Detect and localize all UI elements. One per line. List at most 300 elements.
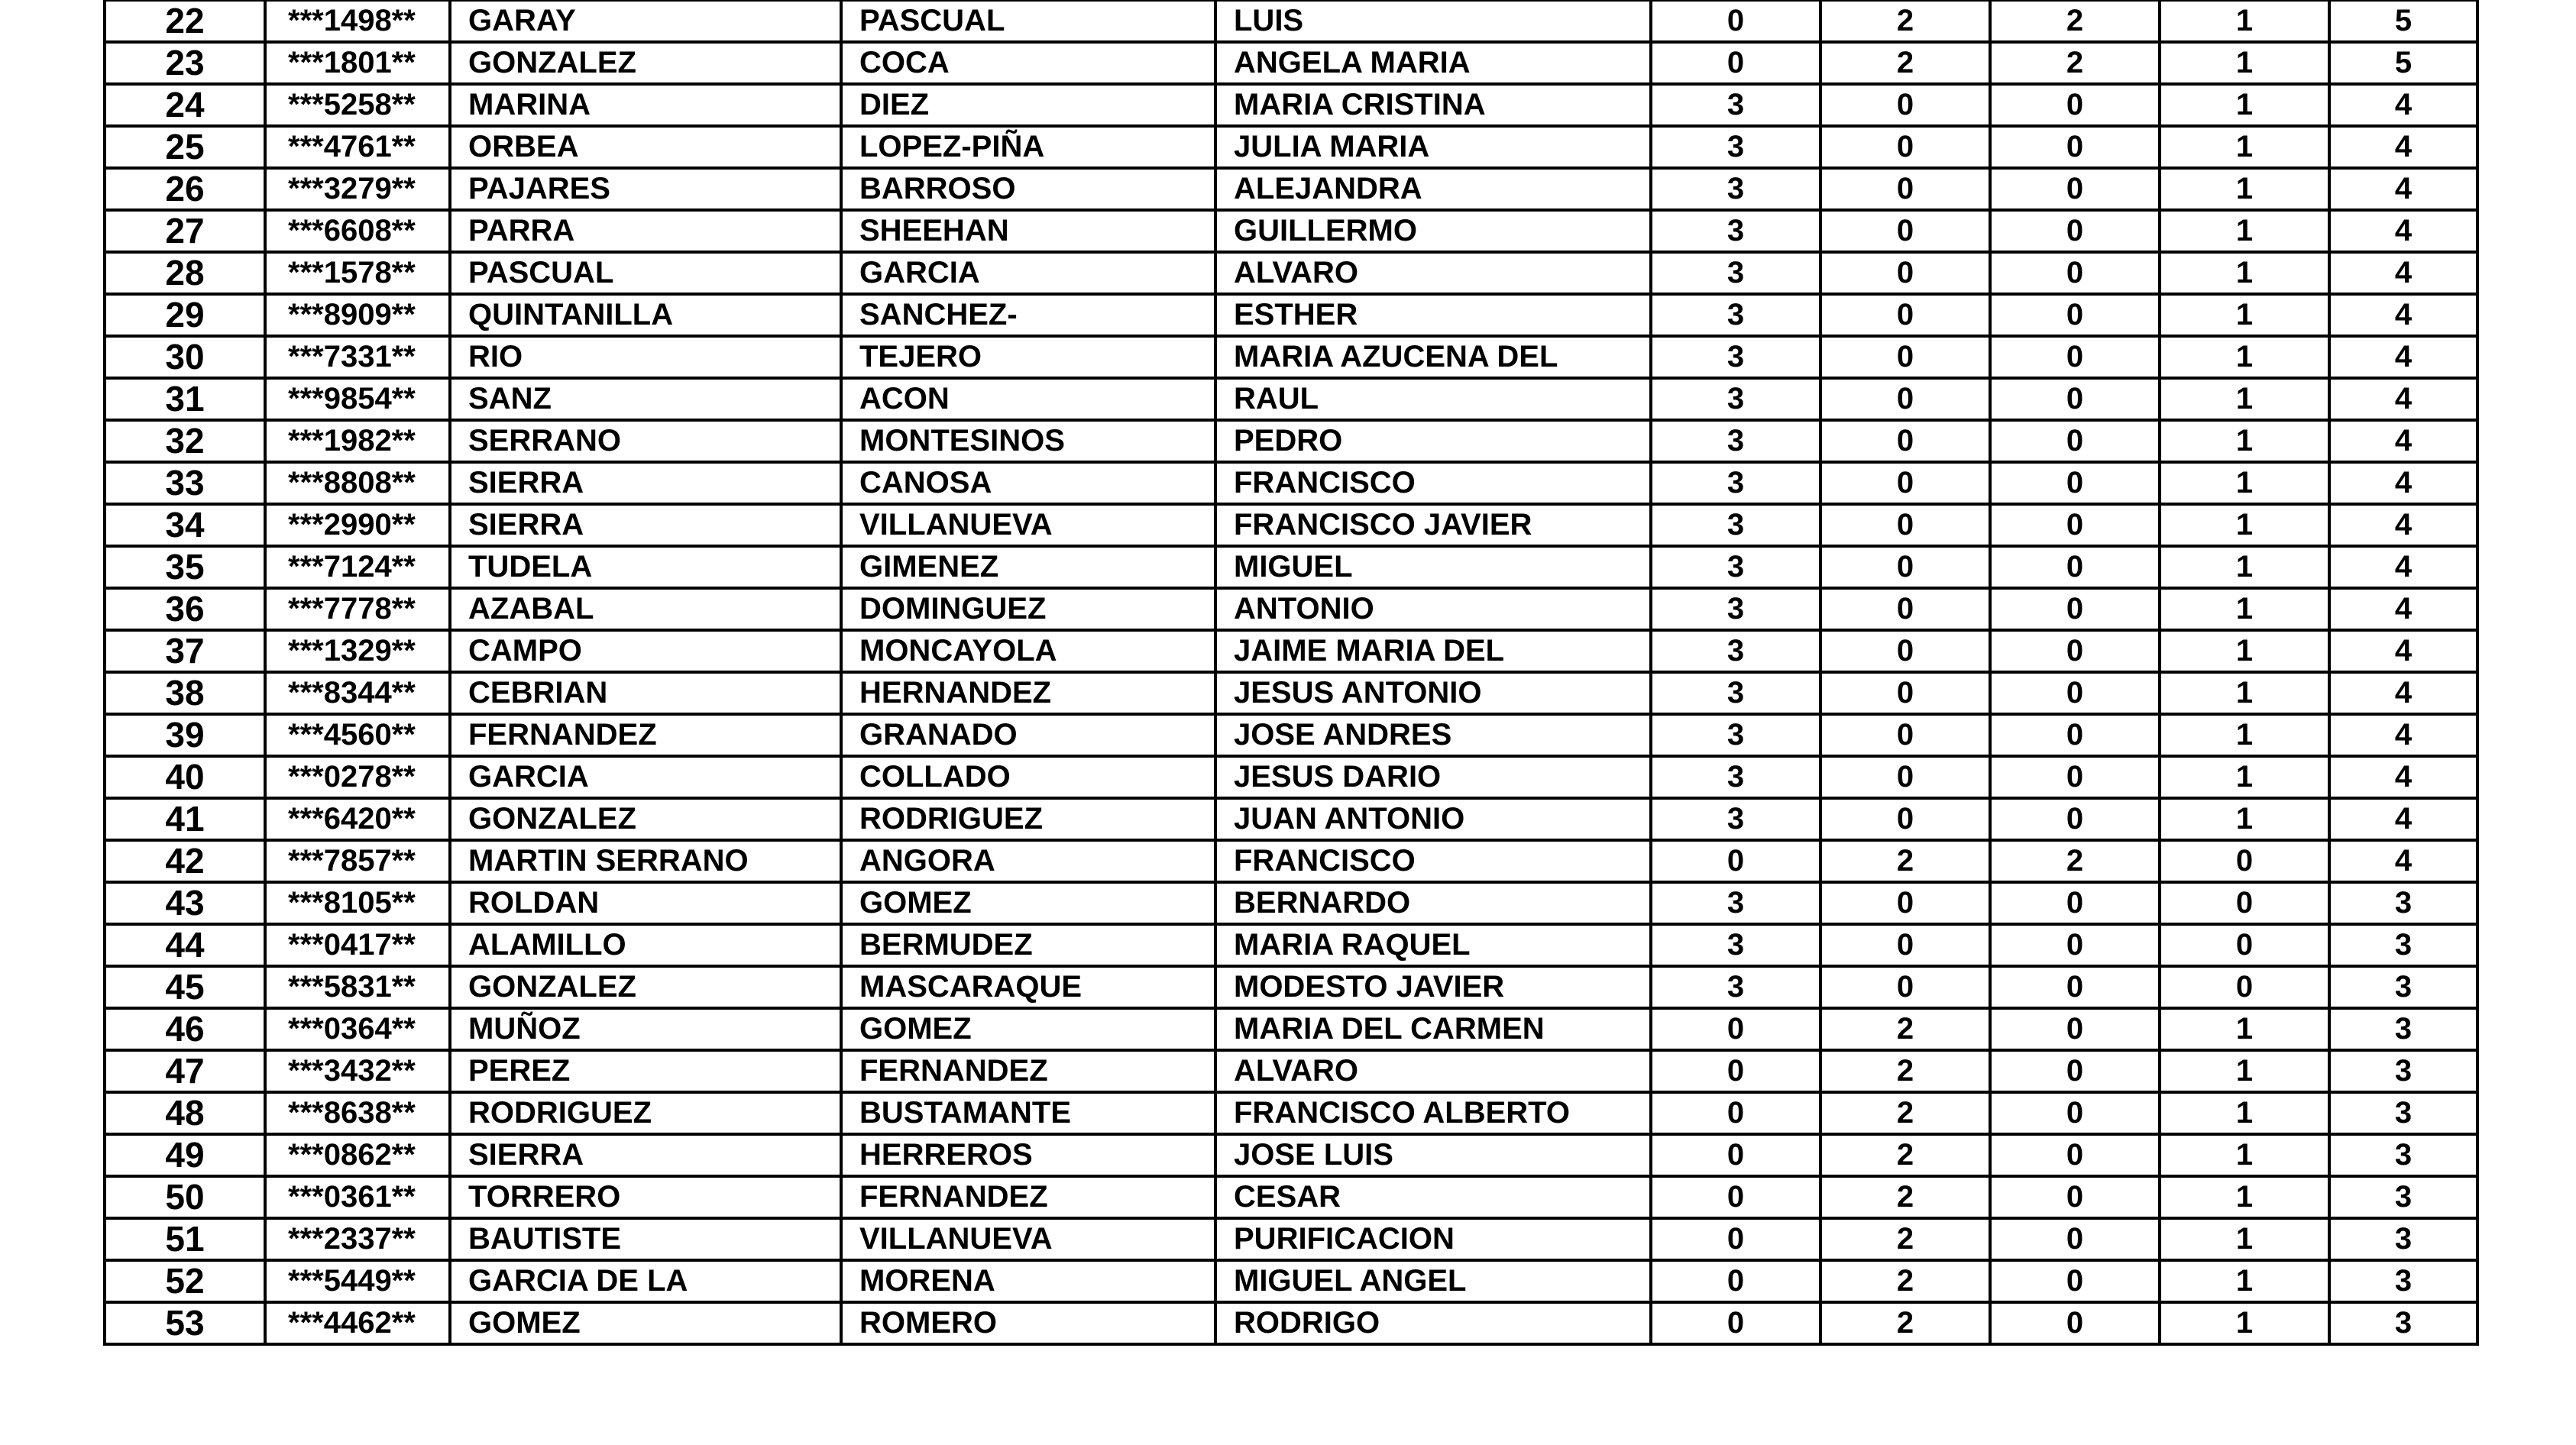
score-4-cell: 1 (2160, 798, 2329, 840)
row-number-cell: 25 (105, 126, 265, 168)
given-name-cell: MARIA AZUCENA DEL (1215, 336, 1651, 378)
table-row (105, 588, 2477, 630)
second-surname-cell: VILLANUEVA (841, 504, 1215, 546)
given-name-cell: JAIME MARIA DEL (1215, 630, 1651, 672)
given-name-cell: RODRIGO (1215, 1302, 1651, 1344)
first-surname-cell: GOMEZ (450, 1302, 841, 1344)
score-4-cell: 1 (2160, 126, 2329, 168)
table-row (105, 546, 2477, 588)
score-2-cell: 0 (1820, 252, 1990, 294)
score-3-cell: 0 (1990, 1218, 2160, 1260)
score-1-cell: 0 (1651, 1092, 1820, 1134)
row-number-cell: 45 (105, 966, 265, 1008)
table-row (105, 504, 2477, 546)
row-number-cell: 35 (105, 546, 265, 588)
given-name-cell: JOSE LUIS (1215, 1134, 1651, 1176)
score-1-cell: 3 (1651, 504, 1820, 546)
total-score-cell: 4 (2329, 210, 2477, 252)
score-2-cell: 2 (1820, 1302, 1990, 1344)
score-3-cell: 0 (1990, 1008, 2160, 1050)
masked-id-cell: ***5831** (265, 966, 450, 1008)
score-1-cell: 3 (1651, 966, 1820, 1008)
score-1-cell: 0 (1651, 1050, 1820, 1092)
score-4-cell: 0 (2160, 840, 2329, 882)
score-3-cell: 0 (1990, 1134, 2160, 1176)
table-row (105, 1302, 2477, 1344)
score-3-cell: 0 (1990, 1260, 2160, 1302)
total-score-cell: 5 (2329, 0, 2477, 42)
table-row (105, 714, 2477, 756)
first-surname-cell: TORRERO (450, 1176, 841, 1218)
second-surname-cell: COLLADO (841, 756, 1215, 798)
score-2-cell: 2 (1820, 1176, 1990, 1218)
total-score-cell: 3 (2329, 1176, 2477, 1218)
total-score-cell: 3 (2329, 882, 2477, 924)
given-name-cell: ANGELA MARIA (1215, 42, 1651, 84)
given-name-cell: JULIA MARIA (1215, 126, 1651, 168)
row-number-cell: 37 (105, 630, 265, 672)
total-score-cell: 4 (2329, 168, 2477, 210)
given-name-cell: ALVARO (1215, 252, 1651, 294)
table-row (105, 42, 2477, 84)
score-1-cell: 3 (1651, 882, 1820, 924)
total-score-cell: 3 (2329, 1260, 2477, 1302)
first-surname-cell: SANZ (450, 378, 841, 420)
total-score-cell: 3 (2329, 924, 2477, 966)
score-1-cell: 3 (1651, 798, 1820, 840)
first-surname-cell: RODRIGUEZ (450, 1092, 841, 1134)
score-4-cell: 1 (2160, 504, 2329, 546)
first-surname-cell: FERNANDEZ (450, 714, 841, 756)
first-surname-cell: MARINA (450, 84, 841, 126)
row-number-cell: 22 (105, 0, 265, 42)
score-2-cell: 0 (1820, 294, 1990, 336)
score-4-cell: 1 (2160, 210, 2329, 252)
row-number-cell: 51 (105, 1218, 265, 1260)
first-surname-cell: AZABAL (450, 588, 841, 630)
masked-id-cell: ***5258** (265, 84, 450, 126)
score-4-cell: 1 (2160, 84, 2329, 126)
score-3-cell: 0 (1990, 714, 2160, 756)
score-4-cell: 1 (2160, 42, 2329, 84)
score-4-cell: 1 (2160, 588, 2329, 630)
masked-id-cell: ***4761** (265, 126, 450, 168)
score-4-cell: 0 (2160, 924, 2329, 966)
second-surname-cell: ROMERO (841, 1302, 1215, 1344)
total-score-cell: 3 (2329, 1092, 2477, 1134)
score-4-cell: 1 (2160, 630, 2329, 672)
table-row (105, 924, 2477, 966)
total-score-cell: 3 (2329, 1008, 2477, 1050)
score-4-cell: 0 (2160, 882, 2329, 924)
score-4-cell: 1 (2160, 168, 2329, 210)
score-3-cell: 0 (1990, 630, 2160, 672)
row-number-cell: 33 (105, 462, 265, 504)
masked-id-cell: ***2990** (265, 504, 450, 546)
total-score-cell: 4 (2329, 840, 2477, 882)
masked-id-cell: ***1329** (265, 630, 450, 672)
score-4-cell: 1 (2160, 1134, 2329, 1176)
score-3-cell: 0 (1990, 210, 2160, 252)
masked-id-cell: ***7857** (265, 840, 450, 882)
table-body (105, 0, 2477, 1344)
score-2-cell: 0 (1820, 168, 1990, 210)
given-name-cell: FRANCISCO (1215, 462, 1651, 504)
score-4-cell: 1 (2160, 1008, 2329, 1050)
second-surname-cell: DIEZ (841, 84, 1215, 126)
second-surname-cell: GRANADO (841, 714, 1215, 756)
second-surname-cell: GOMEZ (841, 1008, 1215, 1050)
score-2-cell: 2 (1820, 1218, 1990, 1260)
first-surname-cell: MUÑOZ (450, 1008, 841, 1050)
score-3-cell: 0 (1990, 126, 2160, 168)
score-3-cell: 0 (1990, 336, 2160, 378)
given-name-cell: FRANCISCO JAVIER (1215, 504, 1651, 546)
score-4-cell: 1 (2160, 546, 2329, 588)
table-row (105, 210, 2477, 252)
score-2-cell: 0 (1820, 546, 1990, 588)
second-surname-cell: BERMUDEZ (841, 924, 1215, 966)
score-1-cell: 0 (1651, 1218, 1820, 1260)
total-score-cell: 3 (2329, 1218, 2477, 1260)
table-row (105, 840, 2477, 882)
row-number-cell: 24 (105, 84, 265, 126)
row-number-cell: 34 (105, 504, 265, 546)
row-number-cell: 32 (105, 420, 265, 462)
first-surname-cell: SIERRA (450, 1134, 841, 1176)
score-1-cell: 3 (1651, 126, 1820, 168)
total-score-cell: 4 (2329, 84, 2477, 126)
score-2-cell: 2 (1820, 1092, 1990, 1134)
score-1-cell: 3 (1651, 672, 1820, 714)
score-4-cell: 1 (2160, 1092, 2329, 1134)
total-score-cell: 5 (2329, 42, 2477, 84)
score-3-cell: 0 (1990, 84, 2160, 126)
second-surname-cell: MASCARAQUE (841, 966, 1215, 1008)
score-2-cell: 0 (1820, 462, 1990, 504)
score-1-cell: 0 (1651, 0, 1820, 42)
second-surname-cell: GIMENEZ (841, 546, 1215, 588)
total-score-cell: 4 (2329, 126, 2477, 168)
row-number-cell: 23 (105, 42, 265, 84)
second-surname-cell: HERNANDEZ (841, 672, 1215, 714)
score-1-cell: 3 (1651, 210, 1820, 252)
table-row (105, 1050, 2477, 1092)
first-surname-cell: GARAY (450, 0, 841, 42)
total-score-cell: 3 (2329, 1134, 2477, 1176)
score-4-cell: 1 (2160, 1176, 2329, 1218)
given-name-cell: LUIS (1215, 0, 1651, 42)
first-surname-cell: GARCIA (450, 756, 841, 798)
score-2-cell: 2 (1820, 1134, 1990, 1176)
given-name-cell: JUAN ANTONIO (1215, 798, 1651, 840)
table-row (105, 1008, 2477, 1050)
row-number-cell: 42 (105, 840, 265, 882)
second-surname-cell: FERNANDEZ (841, 1176, 1215, 1218)
row-number-cell: 53 (105, 1302, 265, 1344)
masked-id-cell: ***7124** (265, 546, 450, 588)
given-name-cell: MARIA CRISTINA (1215, 84, 1651, 126)
masked-id-cell: ***1801** (265, 42, 450, 84)
table-row (105, 1260, 2477, 1302)
score-4-cell: 1 (2160, 1218, 2329, 1260)
first-surname-cell: GONZALEZ (450, 798, 841, 840)
first-surname-cell: MARTIN SERRANO (450, 840, 841, 882)
given-name-cell: MARIA RAQUEL (1215, 924, 1651, 966)
masked-id-cell: ***8808** (265, 462, 450, 504)
first-surname-cell: PARRA (450, 210, 841, 252)
given-name-cell: ALVARO (1215, 1050, 1651, 1092)
masked-id-cell: ***0364** (265, 1008, 450, 1050)
masked-id-cell: ***6420** (265, 798, 450, 840)
first-surname-cell: PASCUAL (450, 252, 841, 294)
masked-id-cell: ***0278** (265, 756, 450, 798)
table-row (105, 1176, 2477, 1218)
masked-id-cell: ***9854** (265, 378, 450, 420)
second-surname-cell: DOMINGUEZ (841, 588, 1215, 630)
score-1-cell: 3 (1651, 420, 1820, 462)
score-1-cell: 3 (1651, 588, 1820, 630)
second-surname-cell: SHEEHAN (841, 210, 1215, 252)
total-score-cell: 4 (2329, 672, 2477, 714)
score-3-cell: 0 (1990, 504, 2160, 546)
given-name-cell: FRANCISCO ALBERTO (1215, 1092, 1651, 1134)
score-4-cell: 1 (2160, 378, 2329, 420)
first-surname-cell: GONZALEZ (450, 966, 841, 1008)
score-2-cell: 0 (1820, 420, 1990, 462)
score-3-cell: 0 (1990, 756, 2160, 798)
score-1-cell: 3 (1651, 294, 1820, 336)
first-surname-cell: GARCIA DE LA (450, 1260, 841, 1302)
second-surname-cell: MONTESINOS (841, 420, 1215, 462)
row-number-cell: 38 (105, 672, 265, 714)
second-surname-cell: CANOSA (841, 462, 1215, 504)
score-4-cell: 1 (2160, 714, 2329, 756)
row-number-cell: 29 (105, 294, 265, 336)
second-surname-cell: BUSTAMANTE (841, 1092, 1215, 1134)
total-score-cell: 4 (2329, 294, 2477, 336)
second-surname-cell: RODRIGUEZ (841, 798, 1215, 840)
table-row (105, 1218, 2477, 1260)
score-1-cell: 3 (1651, 84, 1820, 126)
score-1-cell: 0 (1651, 1260, 1820, 1302)
given-name-cell: MARIA DEL CARMEN (1215, 1008, 1651, 1050)
score-3-cell: 0 (1990, 462, 2160, 504)
table-row (105, 126, 2477, 168)
given-name-cell: FRANCISCO (1215, 840, 1651, 882)
masked-id-cell: ***8638** (265, 1092, 450, 1134)
second-surname-cell: VILLANUEVA (841, 1218, 1215, 1260)
score-2-cell: 2 (1820, 42, 1990, 84)
table-row (105, 336, 2477, 378)
given-name-cell: ALEJANDRA (1215, 168, 1651, 210)
row-number-cell: 27 (105, 210, 265, 252)
given-name-cell: PEDRO (1215, 420, 1651, 462)
score-2-cell: 0 (1820, 756, 1990, 798)
score-2-cell: 0 (1820, 924, 1990, 966)
table-row (105, 252, 2477, 294)
score-2-cell: 0 (1820, 630, 1990, 672)
masked-id-cell: ***0862** (265, 1134, 450, 1176)
second-surname-cell: ACON (841, 378, 1215, 420)
first-surname-cell: ALAMILLO (450, 924, 841, 966)
masked-id-cell: ***5449** (265, 1260, 450, 1302)
given-name-cell: JESUS DARIO (1215, 756, 1651, 798)
first-surname-cell: CEBRIAN (450, 672, 841, 714)
row-number-cell: 31 (105, 378, 265, 420)
first-surname-cell: GONZALEZ (450, 42, 841, 84)
given-name-cell: ESTHER (1215, 294, 1651, 336)
score-2-cell: 2 (1820, 840, 1990, 882)
masked-id-cell: ***3432** (265, 1050, 450, 1092)
total-score-cell: 4 (2329, 336, 2477, 378)
first-surname-cell: RIO (450, 336, 841, 378)
second-surname-cell: TEJERO (841, 336, 1215, 378)
total-score-cell: 3 (2329, 1050, 2477, 1092)
score-1-cell: 3 (1651, 252, 1820, 294)
score-3-cell: 0 (1990, 1176, 2160, 1218)
total-score-cell: 4 (2329, 714, 2477, 756)
table-row (105, 1134, 2477, 1176)
table-row (105, 966, 2477, 1008)
score-4-cell: 1 (2160, 1302, 2329, 1344)
given-name-cell: CESAR (1215, 1176, 1651, 1218)
row-number-cell: 36 (105, 588, 265, 630)
second-surname-cell: ANGORA (841, 840, 1215, 882)
second-surname-cell: LOPEZ-PIÑA (841, 126, 1215, 168)
table-row (105, 630, 2477, 672)
score-2-cell: 0 (1820, 588, 1990, 630)
score-4-cell: 1 (2160, 462, 2329, 504)
masked-id-cell: ***6608** (265, 210, 450, 252)
score-4-cell: 1 (2160, 672, 2329, 714)
row-number-cell: 28 (105, 252, 265, 294)
total-score-cell: 4 (2329, 588, 2477, 630)
table-row (105, 0, 2477, 42)
row-number-cell: 39 (105, 714, 265, 756)
score-3-cell: 0 (1990, 294, 2160, 336)
table-row (105, 84, 2477, 126)
total-score-cell: 4 (2329, 378, 2477, 420)
given-name-cell: ANTONIO (1215, 588, 1651, 630)
score-3-cell: 0 (1990, 588, 2160, 630)
score-3-cell: 2 (1990, 42, 2160, 84)
table-row (105, 1092, 2477, 1134)
second-surname-cell: MONCAYOLA (841, 630, 1215, 672)
table-row (105, 798, 2477, 840)
score-1-cell: 0 (1651, 42, 1820, 84)
second-surname-cell: MORENA (841, 1260, 1215, 1302)
given-name-cell: RAUL (1215, 378, 1651, 420)
row-number-cell: 47 (105, 1050, 265, 1092)
second-surname-cell: HERREROS (841, 1134, 1215, 1176)
score-1-cell: 3 (1651, 462, 1820, 504)
score-3-cell: 0 (1990, 798, 2160, 840)
score-4-cell: 1 (2160, 294, 2329, 336)
score-1-cell: 3 (1651, 378, 1820, 420)
first-surname-cell: SERRANO (450, 420, 841, 462)
score-1-cell: 3 (1651, 546, 1820, 588)
given-name-cell: JESUS ANTONIO (1215, 672, 1651, 714)
masked-id-cell: ***1578** (265, 252, 450, 294)
row-number-cell: 44 (105, 924, 265, 966)
score-2-cell: 0 (1820, 714, 1990, 756)
score-2-cell: 0 (1820, 84, 1990, 126)
given-name-cell: MIGUEL ANGEL (1215, 1260, 1651, 1302)
score-1-cell: 0 (1651, 840, 1820, 882)
results-table (103, 0, 2479, 1346)
first-surname-cell: BAUTISTE (450, 1218, 841, 1260)
row-number-cell: 30 (105, 336, 265, 378)
total-score-cell: 4 (2329, 756, 2477, 798)
masked-id-cell: ***3279** (265, 168, 450, 210)
first-surname-cell: TUDELA (450, 546, 841, 588)
score-2-cell: 0 (1820, 210, 1990, 252)
score-2-cell: 2 (1820, 1260, 1990, 1302)
table-row (105, 672, 2477, 714)
score-1-cell: 3 (1651, 336, 1820, 378)
score-1-cell: 0 (1651, 1176, 1820, 1218)
row-number-cell: 40 (105, 756, 265, 798)
table-row (105, 462, 2477, 504)
first-surname-cell: PAJARES (450, 168, 841, 210)
score-4-cell: 1 (2160, 756, 2329, 798)
table-row (105, 882, 2477, 924)
row-number-cell: 26 (105, 168, 265, 210)
first-surname-cell: SIERRA (450, 462, 841, 504)
given-name-cell: JOSE ANDRES (1215, 714, 1651, 756)
score-3-cell: 0 (1990, 1302, 2160, 1344)
given-name-cell: BERNARDO (1215, 882, 1651, 924)
first-surname-cell: PEREZ (450, 1050, 841, 1092)
score-3-cell: 0 (1990, 672, 2160, 714)
score-4-cell: 1 (2160, 420, 2329, 462)
masked-id-cell: ***1982** (265, 420, 450, 462)
score-4-cell: 1 (2160, 1050, 2329, 1092)
score-4-cell: 1 (2160, 0, 2329, 42)
score-3-cell: 0 (1990, 420, 2160, 462)
score-2-cell: 0 (1820, 126, 1990, 168)
score-2-cell: 2 (1820, 1008, 1990, 1050)
second-surname-cell: FERNANDEZ (841, 1050, 1215, 1092)
masked-id-cell: ***4462** (265, 1302, 450, 1344)
row-number-cell: 46 (105, 1008, 265, 1050)
second-surname-cell: GARCIA (841, 252, 1215, 294)
masked-id-cell: ***0361** (265, 1176, 450, 1218)
score-1-cell: 3 (1651, 630, 1820, 672)
score-3-cell: 0 (1990, 546, 2160, 588)
given-name-cell: PURIFICACION (1215, 1218, 1651, 1260)
first-surname-cell: SIERRA (450, 504, 841, 546)
total-score-cell: 4 (2329, 504, 2477, 546)
masked-id-cell: ***7331** (265, 336, 450, 378)
total-score-cell: 3 (2329, 1302, 2477, 1344)
score-2-cell: 2 (1820, 1050, 1990, 1092)
first-surname-cell: ORBEA (450, 126, 841, 168)
given-name-cell: MIGUEL (1215, 546, 1651, 588)
score-2-cell: 0 (1820, 336, 1990, 378)
score-1-cell: 3 (1651, 756, 1820, 798)
table-row (105, 756, 2477, 798)
score-2-cell: 0 (1820, 672, 1990, 714)
row-number-cell: 49 (105, 1134, 265, 1176)
table-row (105, 168, 2477, 210)
score-3-cell: 0 (1990, 882, 2160, 924)
second-surname-cell: PASCUAL (841, 0, 1215, 42)
score-3-cell: 0 (1990, 966, 2160, 1008)
score-1-cell: 3 (1651, 714, 1820, 756)
row-number-cell: 43 (105, 882, 265, 924)
